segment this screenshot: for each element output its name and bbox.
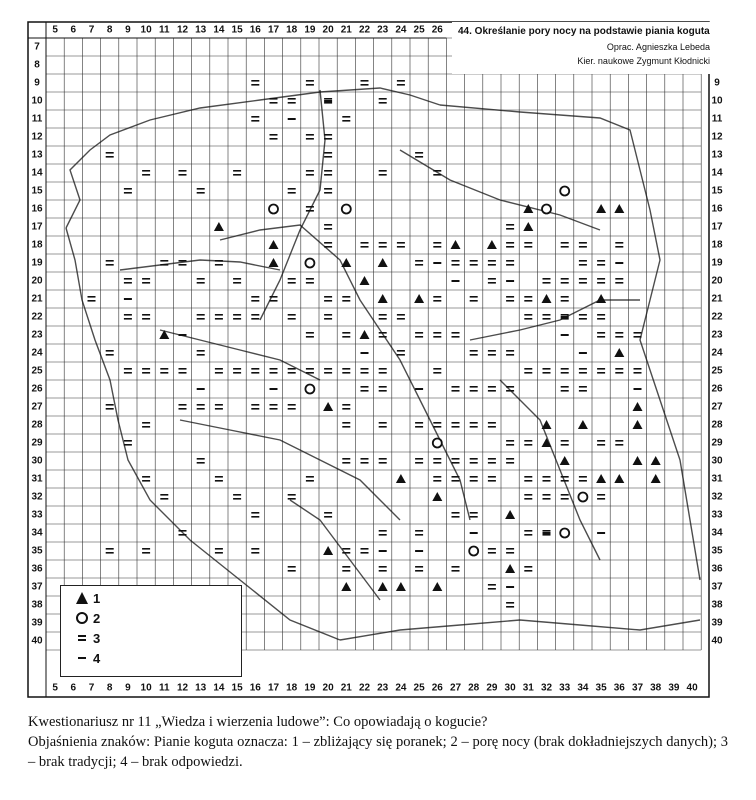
- right-coordinate-label: 39: [711, 617, 723, 629]
- bottom-coordinate-label: 24: [395, 682, 407, 694]
- bottom-coordinate-label: 23: [377, 682, 389, 694]
- circle-marker: [542, 205, 551, 214]
- left-coordinate-label: 40: [31, 635, 43, 647]
- top-coordinate-label: 18: [286, 24, 298, 36]
- dash-marker: [361, 352, 369, 354]
- left-coordinate-label: 37: [31, 581, 43, 593]
- left-coordinate-label: 31: [31, 473, 43, 485]
- top-coordinate-label: 13: [195, 24, 207, 36]
- right-coordinate-label: 35: [711, 545, 723, 557]
- legend-item-circle: [75, 610, 100, 626]
- map-author: Oprac. Agnieszka Lebeda: [606, 42, 710, 52]
- left-coordinate-label: 39: [31, 617, 43, 629]
- dash-marker: [415, 388, 423, 390]
- top-coordinate-label: 7: [88, 24, 95, 36]
- right-coordinate-label: 21: [711, 293, 723, 305]
- bottom-coordinate-label: 27: [449, 682, 462, 694]
- circle-marker: [433, 439, 442, 448]
- right-coordinate-label: 26: [711, 383, 723, 395]
- top-coordinate-label: 21: [340, 24, 352, 36]
- map-legend: [60, 585, 242, 677]
- left-coordinate-label: 17: [31, 221, 43, 233]
- left-coordinate-label: 28: [31, 419, 43, 431]
- top-coordinate-label: 14: [213, 24, 225, 36]
- left-coordinate-label: 26: [31, 383, 43, 395]
- right-coordinate-label: 24: [711, 347, 723, 359]
- map-title-box: [452, 22, 714, 74]
- dash-icon: [75, 651, 93, 665]
- bottom-coordinate-label: 8: [106, 682, 113, 694]
- right-coordinate-label: 34: [711, 527, 723, 539]
- left-coordinate-label: 18: [31, 239, 43, 251]
- dash-marker: [179, 334, 187, 336]
- left-coordinate-label: 13: [31, 149, 43, 161]
- legend-item-equals: [75, 630, 100, 646]
- right-coordinate-label: 9: [714, 77, 720, 89]
- bottom-coordinate-label: 35: [595, 682, 607, 694]
- legend-label: 3: [93, 630, 101, 646]
- right-coordinate-label: 32: [711, 491, 723, 503]
- caption: [28, 712, 728, 772]
- left-coordinate-label: 10: [31, 95, 43, 107]
- right-coordinate-label: 33: [711, 509, 723, 521]
- dash-marker: [506, 586, 514, 588]
- right-coordinate-label: 12: [711, 131, 723, 143]
- top-coordinate-label: 23: [377, 24, 389, 36]
- top-coordinate-label: 11: [159, 24, 170, 36]
- dash-marker: [124, 298, 132, 300]
- bottom-coordinate-label: 11: [159, 682, 170, 694]
- left-coordinate-label: 14: [31, 167, 43, 179]
- dash-marker: [615, 262, 623, 264]
- top-coordinate-label: 5: [52, 24, 58, 36]
- circle-marker: [469, 547, 478, 556]
- bottom-coordinate-label: 37: [631, 682, 644, 694]
- left-coordinate-label: 15: [31, 185, 43, 197]
- bottom-coordinate-label: 30: [504, 682, 516, 694]
- bottom-coordinate-label: 34: [577, 682, 589, 694]
- right-coordinate-label: 20: [711, 275, 723, 287]
- bottom-coordinate-label: 17: [267, 682, 280, 694]
- right-coordinate-label: 28: [711, 419, 723, 431]
- bottom-coordinate-label: 36: [613, 682, 625, 694]
- bottom-coordinate-label: 5: [52, 682, 58, 694]
- bottom-coordinate-label: 29: [486, 682, 498, 694]
- top-coordinate-label: 24: [395, 24, 407, 36]
- circle-marker: [269, 205, 278, 214]
- left-coordinate-label: 12: [31, 131, 43, 143]
- right-coordinate-label: 23: [711, 329, 723, 341]
- left-coordinate-label: 21: [31, 293, 43, 305]
- dash-marker: [561, 334, 569, 336]
- right-coordinate-label: 25: [711, 365, 723, 377]
- right-coordinate-label: 13: [711, 149, 723, 161]
- triangle-icon: [75, 591, 93, 605]
- legend-label: 2: [93, 610, 101, 626]
- left-coordinate-label: 36: [31, 563, 43, 575]
- top-coordinate-label: 16: [249, 24, 261, 36]
- bottom-coordinate-label: 20: [322, 682, 334, 694]
- left-coordinate-label: 30: [31, 455, 43, 467]
- bottom-coordinate-label: 38: [650, 682, 662, 694]
- dash-marker: [288, 118, 296, 120]
- left-coordinate-label: 35: [31, 545, 43, 557]
- right-coordinate-label: 29: [711, 437, 723, 449]
- right-coordinate-label: 36: [711, 563, 723, 575]
- top-coordinate-label: 22: [358, 24, 371, 36]
- right-coordinate-label: 10: [711, 95, 723, 107]
- left-coordinate-label: 25: [31, 365, 43, 377]
- dash-marker: [324, 100, 332, 102]
- right-coordinate-label: 14: [711, 167, 723, 179]
- left-coordinate-label: 9: [34, 77, 40, 89]
- left-coordinate-label: 8: [34, 59, 40, 71]
- circle-marker: [578, 493, 587, 502]
- top-coordinate-label: 9: [125, 24, 131, 36]
- circle-icon: [75, 611, 93, 625]
- dash-marker: [634, 388, 642, 390]
- map-title: 44. Określanie pory nocy na podstawie piania koguta: [458, 26, 710, 37]
- right-coordinate-label: 18: [711, 239, 723, 251]
- dash-marker: [597, 532, 605, 534]
- left-coordinate-label: 33: [31, 509, 43, 521]
- caption-legend-explanation: Objaśnienia znaków: Pianie koguta oznacza: 1 – zbliżający się poranek; 2 – porę nocy (brak dokładniejszych danych); 3 – brak tradycji; 4 – brak odpowiedzi.: [28, 734, 728, 770]
- bottom-coordinate-label: 16: [249, 682, 261, 694]
- dash-marker: [452, 280, 460, 282]
- bottom-coordinate-label: 15: [231, 682, 243, 694]
- left-coordinate-label: 19: [31, 257, 43, 269]
- dash-marker: [433, 262, 441, 264]
- left-coordinate-label: 27: [31, 401, 43, 413]
- left-coordinate-label: 32: [31, 491, 43, 503]
- right-coordinate-label: 11: [711, 113, 723, 125]
- dash-marker: [579, 352, 587, 354]
- circle-marker: [342, 205, 351, 214]
- bottom-coordinate-label: 19: [304, 682, 316, 694]
- circle-marker: [560, 529, 569, 538]
- bottom-coordinate-label: 14: [213, 682, 225, 694]
- circle-marker: [305, 385, 314, 394]
- dash-marker: [379, 550, 387, 552]
- dash-marker: [561, 316, 569, 318]
- right-coordinate-label: 19: [711, 257, 723, 269]
- bottom-coordinate-label: 9: [125, 682, 131, 694]
- bottom-coordinate-label: 6: [70, 682, 77, 694]
- dash-marker: [197, 388, 205, 390]
- circle-marker: [305, 259, 314, 268]
- bottom-coordinate-label: 39: [668, 682, 680, 694]
- caption-questionnaire: Kwestionariusz nr 11 „Wiedza i wierzenia ludowe”: Co opowiadają o kogucie?: [28, 714, 488, 730]
- right-coordinate-label: 22: [711, 311, 723, 323]
- left-coordinate-label: 29: [31, 437, 43, 449]
- bottom-coordinate-label: 21: [340, 682, 352, 694]
- bottom-coordinate-label: 10: [140, 682, 152, 694]
- bottom-coordinate-label: 28: [468, 682, 480, 694]
- top-coordinate-label: 20: [322, 24, 334, 36]
- top-coordinate-label: 19: [304, 24, 316, 36]
- bottom-coordinate-label: 25: [413, 682, 425, 694]
- left-coordinate-label: 24: [31, 347, 43, 359]
- circle-marker: [560, 187, 569, 196]
- left-coordinate-label: 11: [31, 113, 43, 125]
- legend-item-dash: [75, 650, 100, 666]
- legend-item-triangle: [75, 590, 100, 606]
- left-coordinate-label: 34: [31, 527, 43, 539]
- left-coordinate-label: 22: [31, 311, 43, 323]
- top-coordinate-label: 26: [431, 24, 443, 36]
- top-coordinate-label: 25: [413, 24, 425, 36]
- top-coordinate-label: 10: [140, 24, 152, 36]
- right-coordinate-label: 16: [711, 203, 723, 215]
- top-coordinate-label: 12: [176, 24, 189, 36]
- top-coordinate-label: 6: [70, 24, 77, 36]
- dash-marker: [506, 280, 514, 282]
- bottom-coordinate-label: 7: [88, 682, 95, 694]
- right-coordinate-label: 40: [711, 635, 723, 647]
- right-coordinate-label: 37: [711, 581, 723, 593]
- dash-marker: [470, 532, 478, 534]
- left-coordinate-label: 20: [31, 275, 43, 287]
- left-coordinate-label: 23: [31, 329, 43, 341]
- bottom-coordinate-label: 33: [559, 682, 571, 694]
- legend-label: 1: [93, 590, 101, 606]
- right-coordinate-label: 15: [711, 185, 723, 197]
- dash-marker: [415, 550, 423, 552]
- bottom-coordinate-label: 32: [540, 682, 553, 694]
- bottom-coordinate-label: 22: [358, 682, 371, 694]
- left-coordinate-label: 38: [31, 599, 43, 611]
- top-coordinate-label: 17: [267, 24, 280, 36]
- bottom-coordinate-label: 26: [431, 682, 443, 694]
- right-coordinate-label: 17: [711, 221, 723, 233]
- right-coordinate-label: 30: [711, 455, 723, 467]
- bottom-coordinate-label: 18: [286, 682, 298, 694]
- right-coordinate-label: 38: [711, 599, 723, 611]
- top-coordinate-label: 15: [231, 24, 243, 36]
- top-coordinate-label: 8: [106, 24, 113, 36]
- right-coordinate-label: 27: [711, 401, 723, 413]
- bottom-coordinate-label: 12: [176, 682, 189, 694]
- equals-icon: [75, 631, 93, 645]
- right-coordinate-label: 31: [711, 473, 723, 485]
- left-coordinate-label: 16: [31, 203, 43, 215]
- dash-marker: [543, 532, 551, 534]
- left-coordinate-label: 7: [34, 41, 40, 53]
- bottom-coordinate-label: 40: [686, 682, 698, 694]
- legend-label: 4: [93, 650, 101, 666]
- bottom-coordinate-label: 31: [522, 682, 534, 694]
- bottom-coordinate-label: 13: [195, 682, 207, 694]
- map-supervisor: Kier. naukowe Zygmunt Kłodnicki: [577, 56, 710, 66]
- dash-marker: [270, 388, 278, 390]
